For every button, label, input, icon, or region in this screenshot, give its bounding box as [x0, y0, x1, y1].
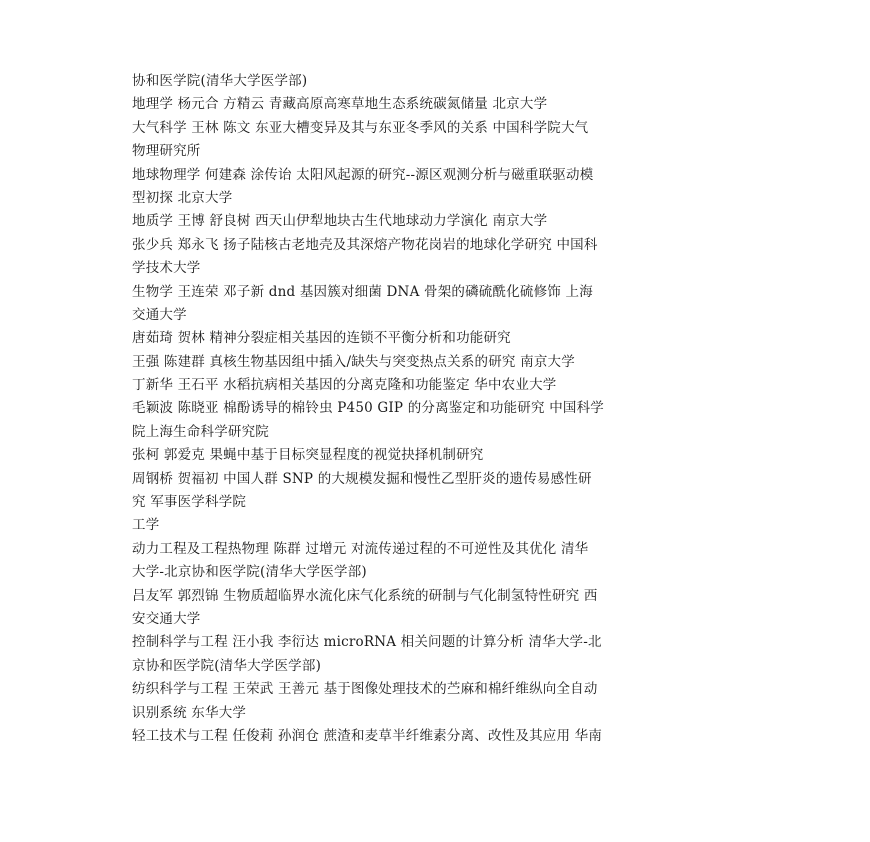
text-line: 控制科学与工程 汪小我 李衍达 microRNA 相关问题的计算分析 清华大学-北: [132, 634, 602, 651]
document-page: [132, 70, 742, 748]
text-line: 大学-北京协和医学院(清华大学医学部): [132, 564, 367, 581]
section-heading: 工学: [132, 517, 160, 534]
text-line: 轻工技术与工程 任俊莉 孙润仓 蔗渣和麦草半纤维素分离、改性及其应用 华南: [132, 727, 603, 744]
text-line: 张少兵 郑永飞 扬子陆核古老地壳及其深熔产物花岗岩的地球化学研究 中国科: [132, 236, 598, 253]
text-line: 识别系统 东华大学: [132, 704, 247, 721]
text-line: 大气科学 王林 陈文 东亚大槽变异及其与东亚冬季风的关系 中国科学院大气: [132, 119, 589, 136]
text-line: 地球物理学 何建森 涂传诒 太阳风起源的研究--源区观测分析与磁重联驱动模: [132, 166, 594, 183]
text-line: 交通大学: [132, 306, 187, 323]
text-line: 型初探 北京大学: [132, 189, 233, 206]
text-line: 学技术大学: [132, 260, 201, 277]
text-line: 地理学 杨元合 方精云 青藏高原高寒草地生态系统碳氮储量 北京大学: [132, 96, 548, 113]
text-line: 安交通大学: [132, 610, 201, 627]
text-line: 丁新华 王石平 水稻抗病相关基因的分离克隆和功能鉴定 华中农业大学: [132, 377, 557, 394]
text-line: 物理研究所: [132, 143, 201, 160]
text-line: 张柯 郭爱克 果蝇中基于目标突显程度的视觉抉择机制研究: [132, 447, 484, 464]
text-line: 动力工程及工程热物理 陈群 过增元 对流传递过程的不可逆性及其优化 清华: [132, 540, 589, 557]
text-line: 纺织科学与工程 王荣武 王善元 基于图像处理技术的苎麻和棉纤维纵向全自动: [132, 681, 598, 698]
text-line: 协和医学院(清华大学医学部): [132, 73, 308, 89]
text-line: 生物学 王连荣 邓子新 dnd 基因簇对细菌 DNA 骨架的磷硫酰化硫修饰 上海: [132, 283, 593, 300]
text-line: 唐茹琦 贺林 精神分裂症相关基因的连锁不平衡分析和功能研究: [132, 330, 511, 347]
text-line: 院上海生命科学研究院: [132, 423, 269, 440]
text-line: 吕友军 郭烈锦 生物质超临界水流化床气化系统的研制与气化制氢特性研究 西: [132, 587, 598, 604]
text-line: 究 军事医学科学院: [132, 494, 247, 511]
text-line: 地质学 王博 舒良树 西天山伊犁地块古生代地球动力学演化 南京大学: [132, 213, 548, 230]
text-line: 京协和医学院(清华大学医学部): [132, 657, 322, 674]
text-line: 毛颖波 陈晓亚 棉酚诱导的棉铃虫 P450 GIP 的分离鉴定和功能研究 中国科学: [132, 400, 604, 417]
text-line: 周钢桥 贺福初 中国人群 SNP 的大规模发掘和慢性乙型肝炎的遗传易感性研: [132, 470, 592, 487]
text-line: 王强 陈建群 真核生物基因组中插入/缺失与突变热点关系的研究 南京大学: [132, 353, 575, 370]
